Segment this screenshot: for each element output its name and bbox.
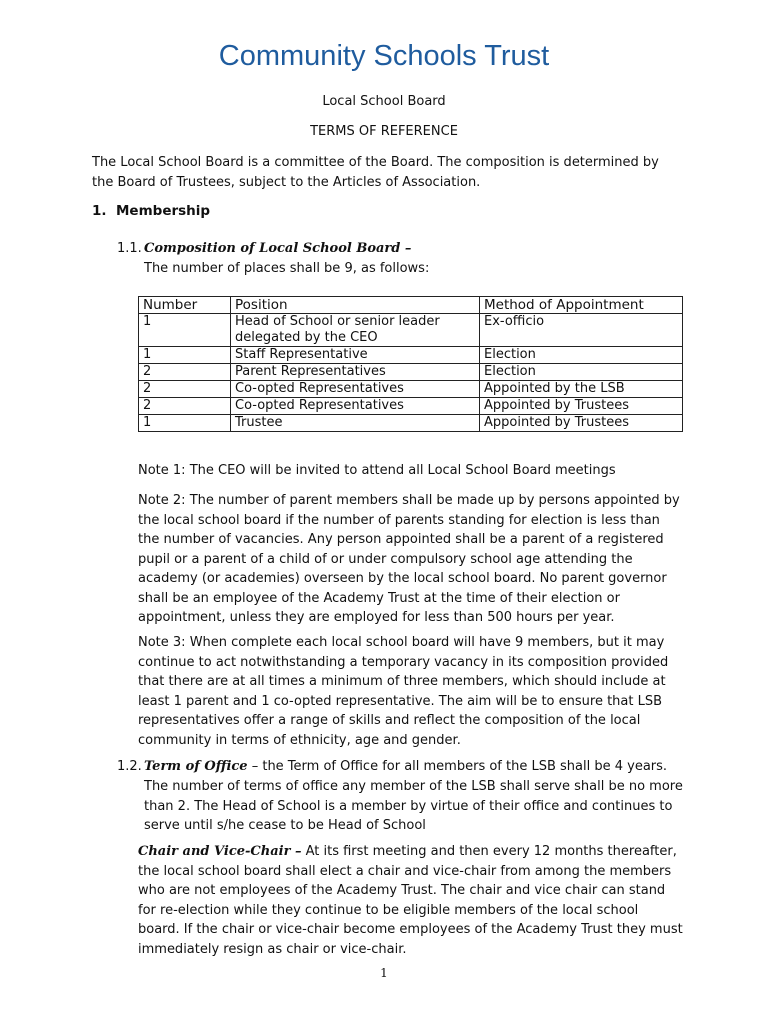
note-2: Note 2: The number of parent members shall be made up by persons appointed by the local school board if the number of parents standing for election is less than the number of vacancies. Any person appointed shall be a parent of a registered pupil or a parent of a child of or under compulsory school age attending the academy (or academies) overseen by the local school board. No parent governor shall be an employee of the Academy Trust at the time of their election or appointment, unless they are employed for less than 500 hours per year. [138,493,680,625]
subsection-heading-term [117,757,677,777]
subsection-number: 1.1. [117,241,142,256]
cell-number: 2 [139,381,231,398]
subsection-title: Composition of Local School Board – [144,241,412,256]
cell-number: 1 [139,415,231,432]
cell-position: Co-opted Representatives [231,381,480,398]
note-1: Note 1: The CEO will be invited to attend all Local School Board meetings [138,463,616,478]
cell-method: Ex-officio [480,314,683,347]
section-heading-membership [92,203,210,219]
table-header-row [139,297,683,314]
cell-number: 1 [139,314,231,347]
intro-paragraph: The Local School Board is a committee of the Board. The composition is determined by the Board of Trustees, subject to the Articles of Association. [92,155,659,190]
section-title: Membership [116,203,211,219]
term-lead-text: – the Term of Office for all members of the LSB shall be 4 years. [247,759,668,774]
subsection-number: 1.2. [117,759,142,774]
page-number: 1 [380,966,388,980]
cell-position: Co-opted Representatives [231,398,480,415]
table-row [139,415,683,432]
term-of-office-text: The number of terms of office any member of the LSB shall serve shall be no more than 2. The Head of School is a member by virtue of their office and continues to serve until s/he cease to be Head of School [144,779,683,833]
document-title: Community Schools Trust [218,40,550,72]
table-row [139,398,683,415]
cell-method: Appointed by the LSB [480,381,683,398]
cell-number: 2 [139,398,231,415]
cell-method: Appointed by Trustees [480,398,683,415]
composition-text: The number of places shall be 9, as follows: [144,261,430,276]
subsection-title: Term of Office [144,759,248,774]
chair-text: At its first meeting and then every 12 months thereafter, the local school board shall elect a chair and vice-chair from among the members who are not employees of the Academy Trust. The chair and vice chair can stand for re-election while they continue to be eligible members of the local school board. If the chair or vice-chair become employees of the Academy Trust they must immediately resign as chair or vice-chair. [138,844,683,957]
cell-method: Election [480,364,683,381]
cell-method: Election [480,347,683,364]
section-number: 1. [92,203,107,219]
chair-paragraph [138,842,683,959]
membership-table [138,296,683,432]
chair-heading: Chair and Vice-Chair – [138,844,302,859]
column-header-number: Number [139,297,231,314]
column-header-position: Position [231,297,480,314]
table-row [139,347,683,364]
board-name: Local School Board [322,94,446,109]
table-row [139,314,683,347]
cell-number: 2 [139,364,231,381]
cell-position: Staff Representative [231,347,480,364]
table-row [139,364,683,381]
cell-position: Trustee [231,415,480,432]
cell-position: Parent Representatives [231,364,480,381]
note-3: Note 3: When complete each local school board will have 9 members, but it may continue to act notwithstanding a temporary vacancy in its composition provided that there are at all times a minimum of three members, which should include at least 1 parent and 1 co-opted representative. The aim will be to ensure that LSB representatives offer a range of skills and reflect the composition of the local community in terms of ethnicity, age and gender. [138,635,669,748]
doc-type-heading: TERMS OF REFERENCE [310,124,458,139]
table-row [139,381,683,398]
cell-method: Appointed by Trustees [480,415,683,432]
subsection-heading-composition [117,239,411,259]
cell-position: Head of School or senior leader delegated by the CEO [231,314,480,347]
column-header-method: Method of Appointment [480,297,683,314]
cell-number: 1 [139,347,231,364]
